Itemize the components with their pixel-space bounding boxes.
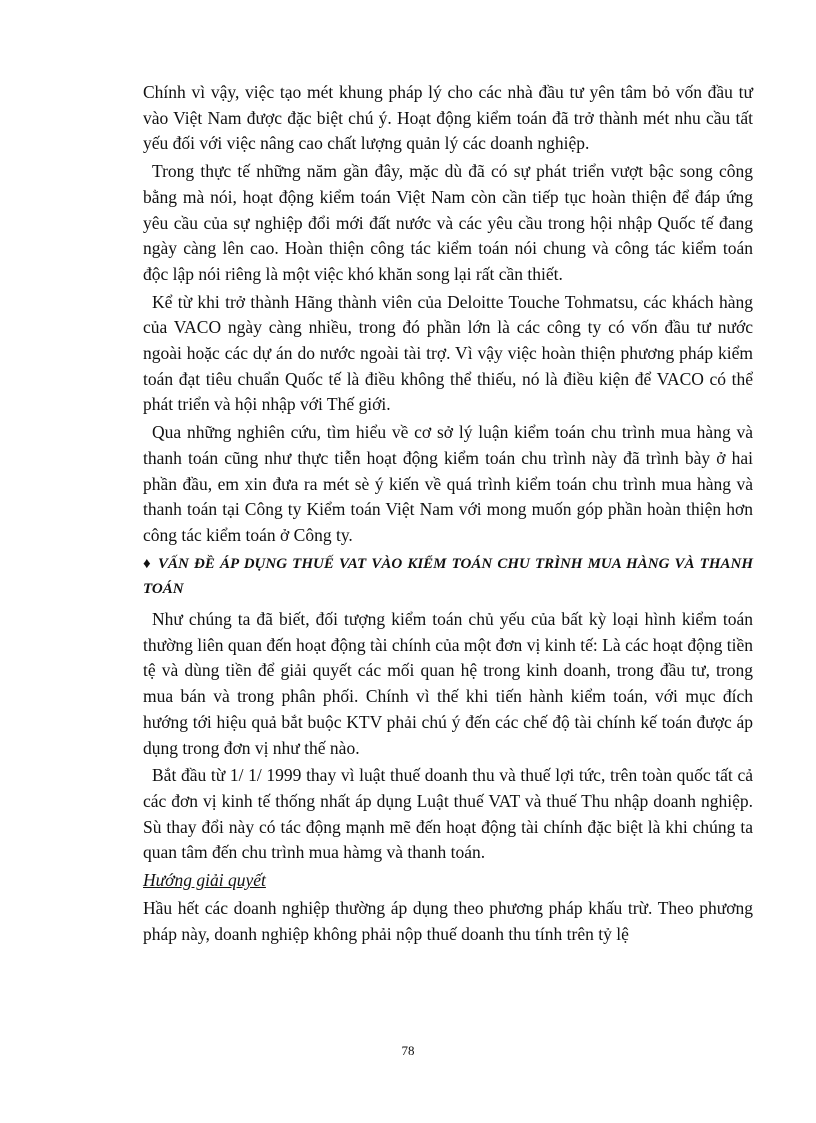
page-number: 78 — [401, 1043, 415, 1058]
diamond-bullet-icon: ♦ — [143, 555, 153, 572]
paragraph-deloitte: Kể từ khi trở thành Hãng thành viên của Deloitte Touche Tohmatsu, các khách hàng của VACO ngày càng nhiều, trong đó phần lớn là các công ty có vốn đầu tư nước ngoài hoặc các dự án do nước ngoài tài trợ. Vì vậy việc hoàn thiện phương pháp kiểm toán đạt tiêu chuẩn Quốc tế là điều không thể thiếu, nó là điều kiện để VACO có thể phát triển và hội nhập với Thế giới. — [143, 291, 753, 415]
page-body — [143, 80, 753, 949]
subheading-solution: Hướng giải quyết — [143, 870, 266, 891]
paragraph-vat-law: Bắt đầu từ 1/ 1/ 1999 thay vì luật thuế doanh thu và thuế lợi tức, trên toàn quốc tất cả các đơn vị kinh tế thống nhất áp dụng Luật thuế VAT và thuế Thu nhập doanh nghiệp. Sù thay đổi này có tác động mạnh mẽ đến hoạt động tài chính đặc biệt là khi chúng ta quan tâm đến chu trình mua hàmg và thanh toán. — [143, 765, 753, 863]
paragraph-intro: Chính vì vậy, việc tạo mét khung pháp lý cho các nhà đầu tư yên tâm bỏ vốn đầu tư vào Việt Nam được đặc biệt chú ý. Hoạt động kiểm toán đã trở thành mét nhu cầu tất yếu đối với việc nâng cao chất lượng quản lý các doanh nghiệp. — [143, 82, 753, 154]
paragraph-research: Qua những nghiên cứu, tìm hiểu về cơ sở lý luận kiểm toán chu trình mua hàng và thanh toán cũng như thực tiễn hoạt động kiểm toán chu trình này đã trình bày ở hai phần đầu, em xin đưa ra mét sè ý kiến về quá trình kiểm toán chu trình mua hàng và thanh toán tại Công ty Kiểm toán Việt Nam với mong muốn góp phần hoàn thiện hơn công tác kiểm toán ở Công ty. — [143, 422, 753, 545]
paragraph-reality: Trong thực tế những năm gần đây, mặc dù đã có sự phát triển vượt bậc song công bằng mà nói, hoạt động kiểm toán Việt Nam còn cần tiếp tục hoàn thiện để đáp ứng yêu cầu của sự nghiệp đổi mới đất nước và các yêu cầu trong hội nhập Quốc tế đang ngày càng lên cao. Hoàn thiện công tác kiểm toán nói chung và công tác kiểm toán độc lập nói riêng là một việc khó khăn song lại rất cần thiết. — [143, 161, 753, 284]
section-heading — [143, 552, 753, 603]
section-heading-text: VẤN ĐỀ ÁP DỤNG THUẾ VAT VÀO KIỂM TOÁN CHU TRÌNH MUA HÀNG VÀ THANH TOÁN — [143, 555, 754, 598]
paragraph-deduction: Hầu hết các doanh nghiệp thường áp dụng theo phương pháp khấu trừ. Theo phương pháp này, doanh nghiệp không phải nộp thuế doanh thu tính trên tỷ lệ — [143, 897, 753, 944]
paragraph-audit-object: Như chúng ta đã biết, đối tượng kiểm toán chủ yếu của bất kỳ loại hình kiểm toán thường liên quan đến hoạt động tài chính của một đơn vị kinh tế: Là các hoạt động tiền tệ và dùng tiền để giải quyết các mối quan hệ trong kinh doanh, trong đầu tư, trong mua bán và trong phân phối. Chính vì thế khi tiến hành kiểm toán, với mục đích hướng tới hiệu quả bắt buộc KTV phải chú ý đến các chế độ tài chính kế toán được áp dụng trong đơn vị như thế nào. — [143, 609, 753, 758]
